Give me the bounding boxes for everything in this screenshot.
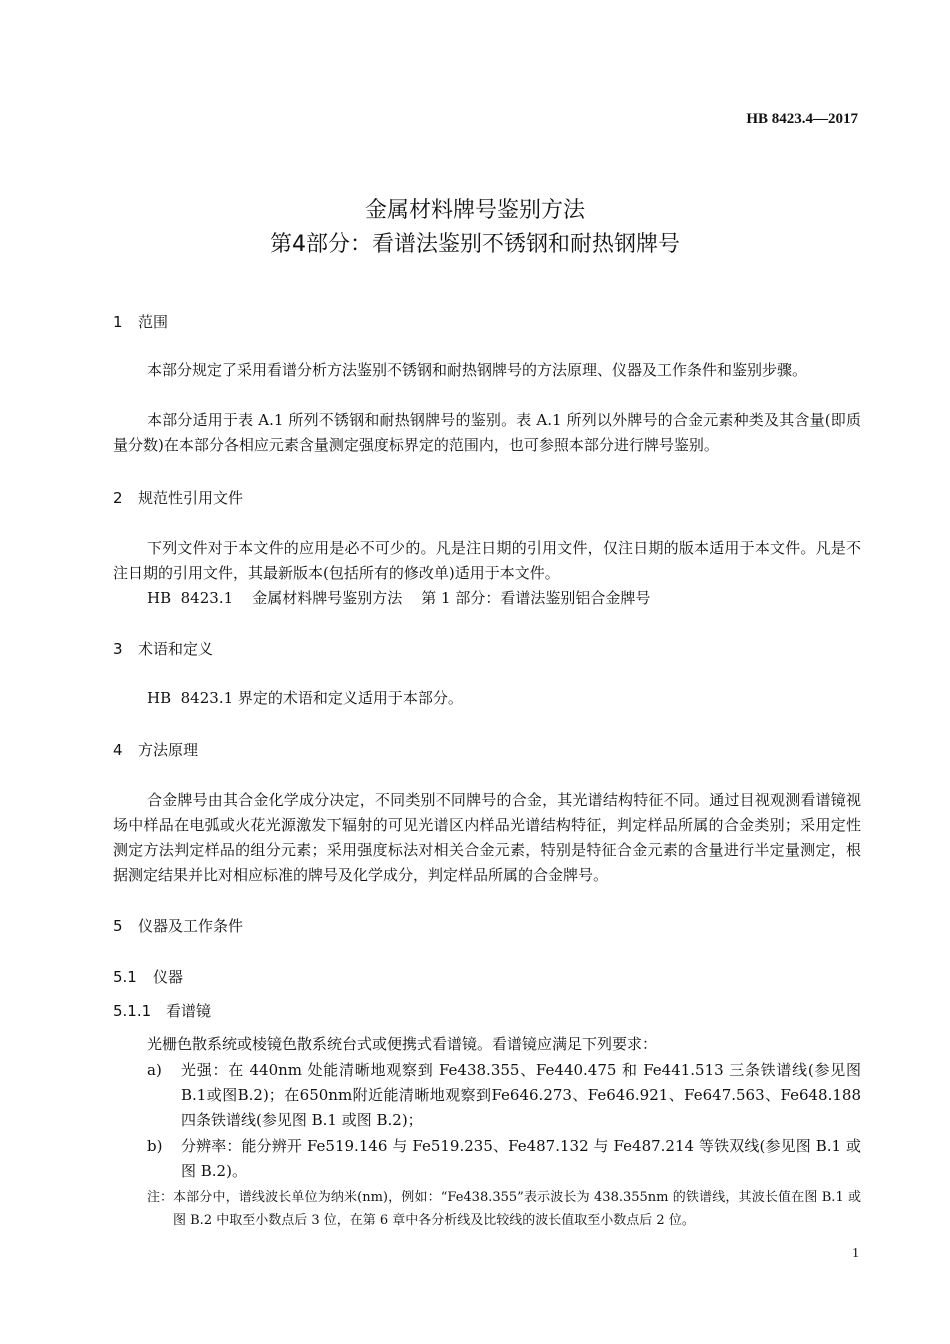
page-number: 1 [852,1246,859,1261]
subsection-5-1-heading [113,966,183,987]
section-1-paragraph-1: 本部分规定了采用看谱分析方法鉴别不锈钢和耐热钢牌号的方法原理、仪器及工作条件和鉴别步骤。 [147,361,808,379]
list-item-text: 分辨率：能分辨开 Fe519.146 与 Fe519.235、Fe487.132 与 Fe487.214 等铁双线(参见图 B.1 或图 B.2)。 [181,1137,861,1180]
section-number: 5.1 [113,968,137,986]
section-5-heading [113,915,243,936]
section-title: 术语和定义 [138,640,214,658]
section-title: 范围 [138,313,169,331]
spectroscope-intro: 光栅色散系统或棱镜色散系统台式或便携式看谱镜。看谱镜应满足下列要求： [147,1035,658,1053]
note-label: 注： [147,1190,174,1205]
section-title: 仪器 [153,968,184,986]
section-1-paragraph-2: 本部分适用于表 A.1 所列不锈钢和耐热钢牌号的鉴别。表 A.1 所列以外牌号的合金元素种类及其含量(即质量分数)在本部分各相应元素含量测定强度标界定的范围内，也可参照本部分进行牌号鉴别。 [113,411,861,454]
section-1-heading [113,311,168,332]
list-item-text: 光强：在 440nm 处能清晰地观察到 Fe438.355、Fe440.475 和 Fe441.513 三条铁谱线(参见图B.1或图B.2)；在650nm附近能清晰地观察到Fe646.273、Fe646.921、Fe647.563、Fe648.188四条铁谱线(参见图 B.1 或图 B.2)； [181,1061,861,1129]
section-2-heading [113,487,243,508]
section-number: 5.1.1 [113,1002,152,1020]
note-text: 本部分中，谱线波长单位为纳米(nm)，例如：“Fe438.355”表示波长为 438.355nm 的铁谱线，其波长值在图 B.1 或图 B.2 中取至小数点后 3 位，在第 6 章中各分析线及比较线的波长值取至小数点后 2 位。 [173,1190,861,1228]
list-marker: b) [147,1137,163,1155]
section-number: 1 [113,313,123,331]
subsection-5-1-1-heading [113,1000,211,1021]
section-4-paragraph-1: 合金牌号由其合金化学成分决定，不同类别不同牌号的合金，其光谱结构特征不同。通过目视观测看谱镜视场中样品在电弧或火花光源激发下辐射的可见光谱区内样品光谱结构特征，判定样品所属的合金类别；采用定性测定方法判定样品的组分元素；采用强度标法对相关合金元素，特别是特征合金元素的含量进行半定量测定，根据测定结果并比对相应标准的牌号及化学成分，判定样品所属的合金牌号。 [113,791,861,884]
section-number: 4 [113,741,123,759]
section-2-paragraph-1: 下列文件对于本文件的应用是必不可少的。凡是注日期的引用文件，仅注日期的版本适用于本文件。凡是不注日期的引用文件，其最新版本(包括所有的修改单)适用于本文件。 [113,539,861,582]
section-number: 2 [113,489,123,507]
list-marker: a) [147,1061,162,1079]
normative-reference: HB 8423.1 金属材料牌号鉴别方法 第 1 部分：看谱法鉴别铝合金牌号 [147,589,651,607]
section-title: 规范性引用文件 [138,489,244,507]
standard-code: HB 8423.4—2017 [746,111,858,127]
list-item [147,1134,861,1184]
list-item [147,1058,861,1133]
section-title: 仪器及工作条件 [138,917,244,935]
document-title-line1: 金属材料牌号鉴别方法 [364,198,585,223]
note [147,1186,861,1232]
section-title: 看谱镜 [166,1002,212,1020]
section-3-paragraph-1: HB 8423.1 界定的术语和定义适用于本部分。 [147,689,463,707]
section-number: 3 [113,640,123,658]
section-number: 5 [113,917,123,935]
section-4-heading [113,739,198,760]
section-title: 方法原理 [138,741,199,759]
document-title-line2: 第4部分：看谱法鉴别不锈钢和耐热钢牌号 [270,232,680,257]
section-3-heading [113,638,213,659]
